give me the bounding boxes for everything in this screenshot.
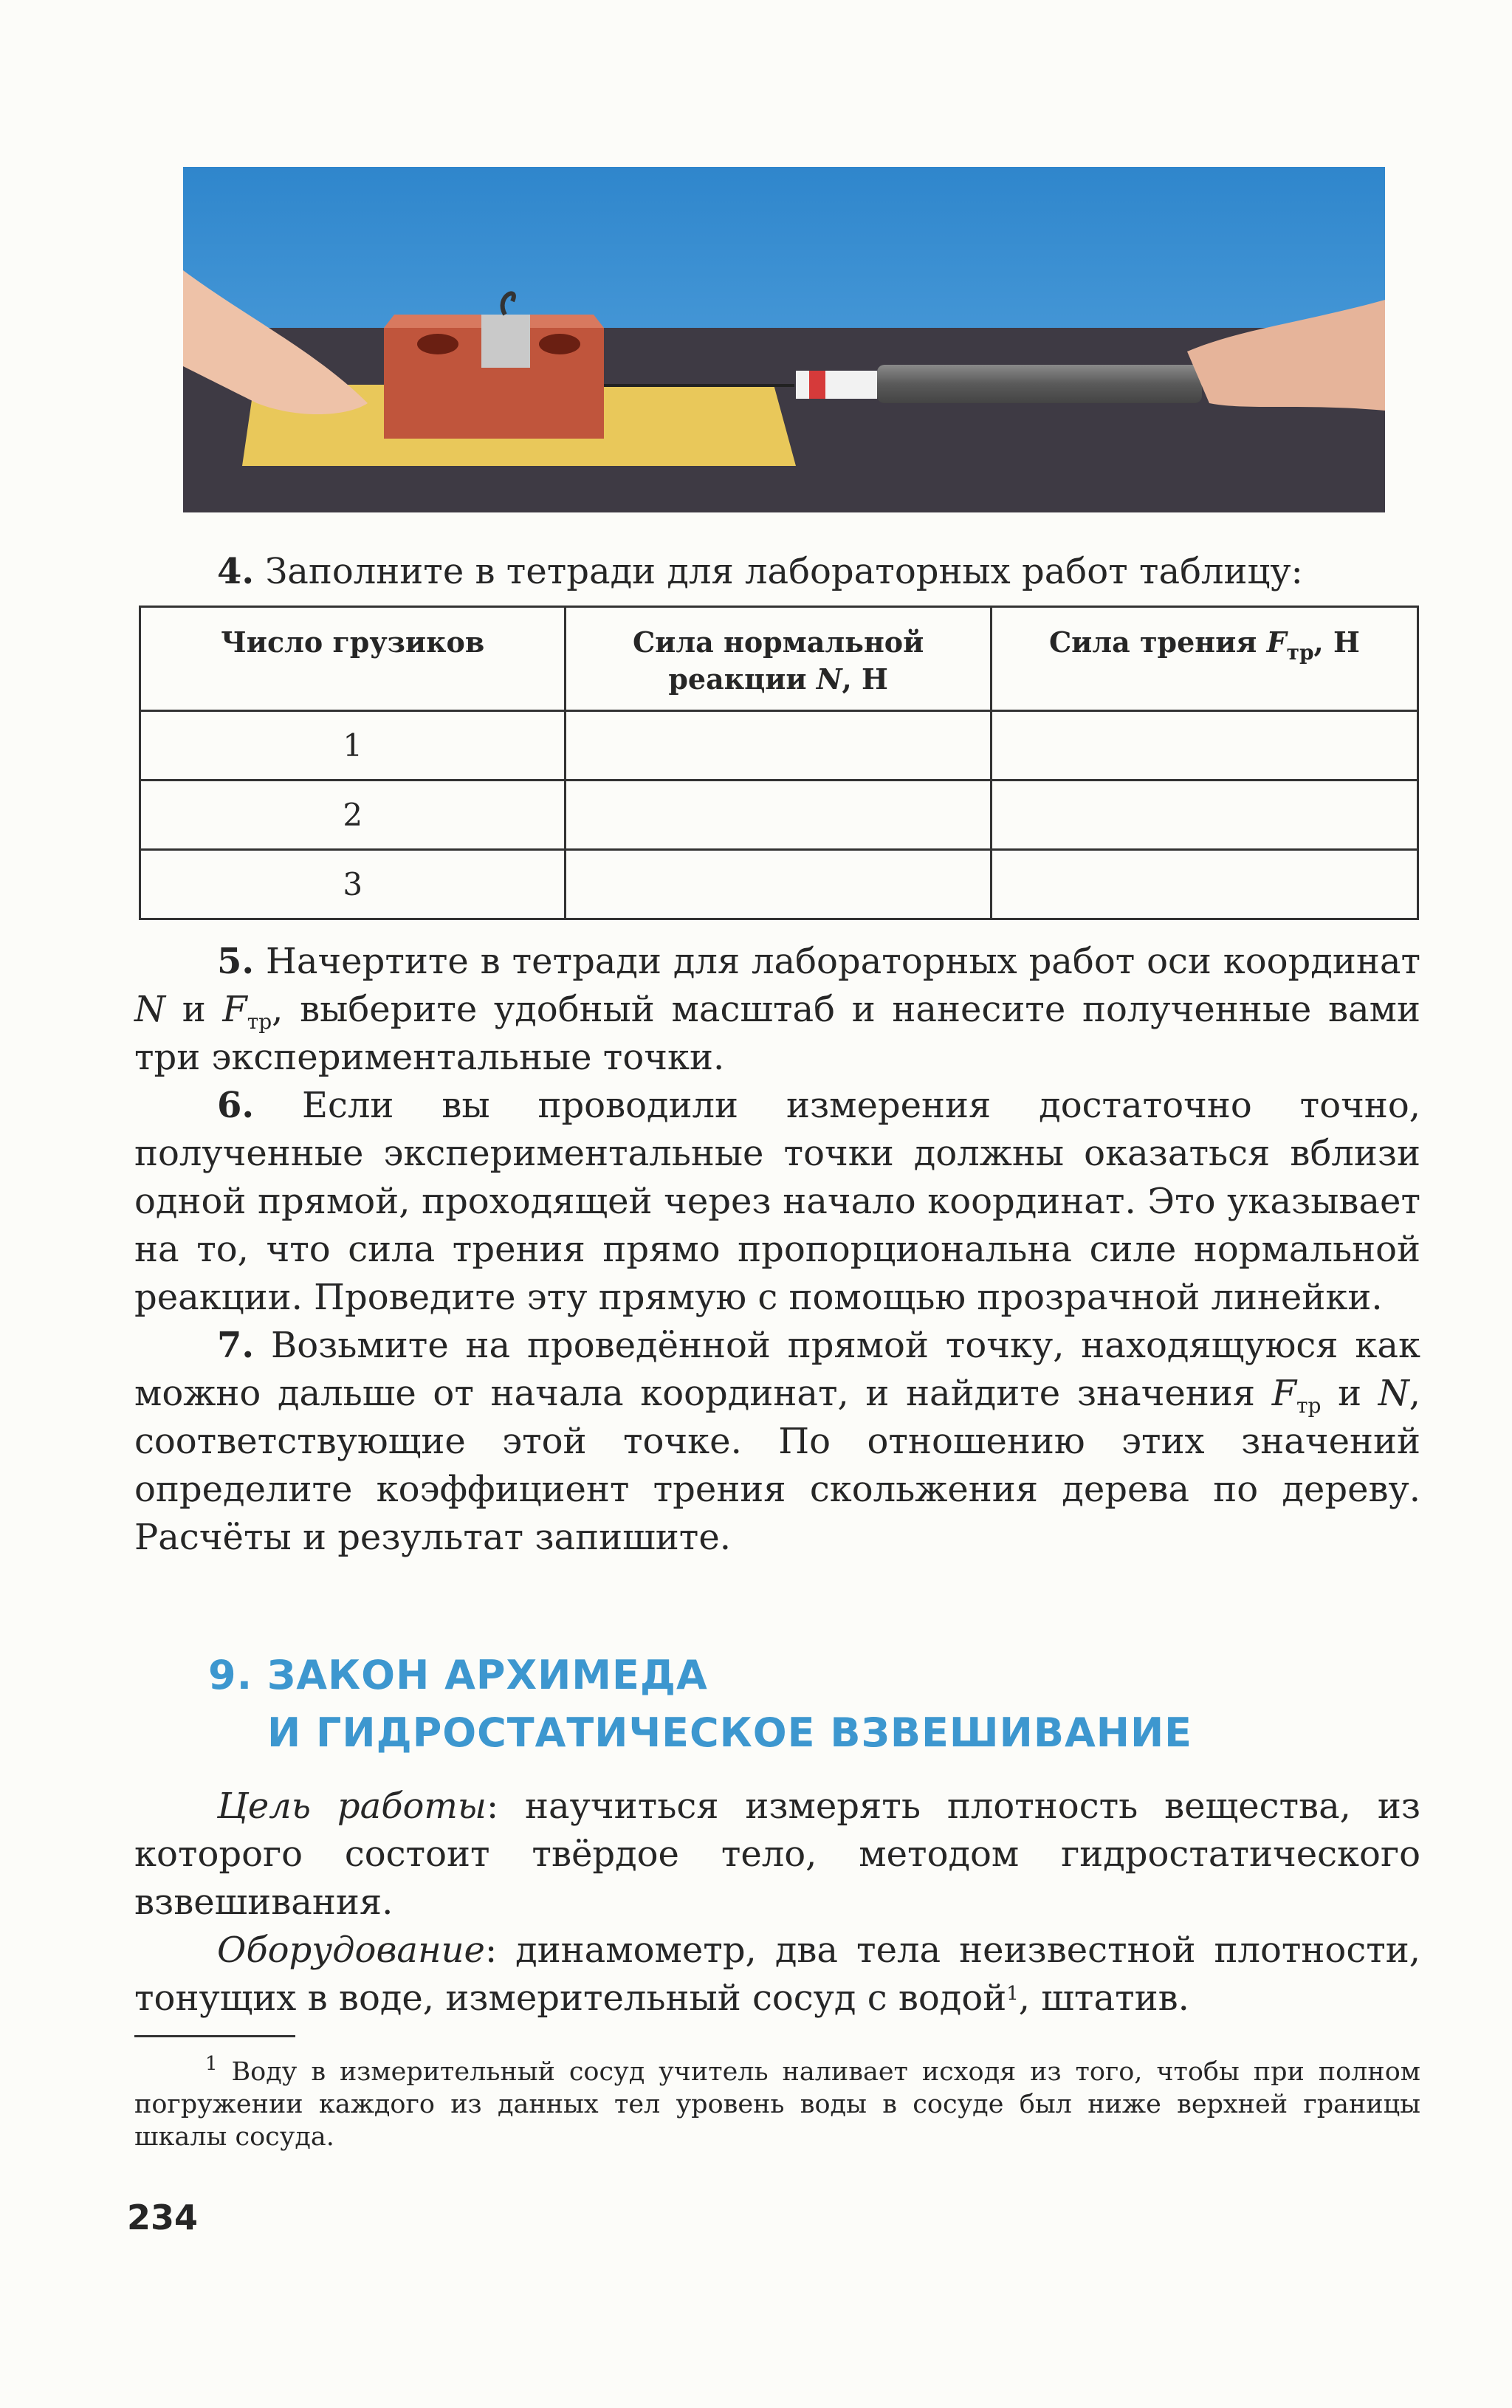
steps-5-7 xyxy=(134,938,1420,1562)
footnote-reference: 1 xyxy=(1006,1983,1019,2005)
page-number: 234 xyxy=(127,2198,199,2237)
step-4-text: Заполните в тетради для лабораторных работ таблицу: xyxy=(254,551,1303,592)
step-6: 6. Если вы проводили измерения достаточно точно, полученные экспериментальные точки должны оказаться вблизи одной прямой, проходящей через начало координат. Это указывает на то, что сила трения прямо пропорциональна силе нормальной реакции. Проведите эту прямую с помощью прозрачной линейки. xyxy=(134,1085,1420,1318)
goal-label: Цель работы xyxy=(217,1786,487,1827)
equipment-label: Оборудование xyxy=(217,1930,485,1971)
table-cell-count: 3 xyxy=(140,850,566,919)
goal-equipment xyxy=(134,1783,1420,2023)
goal-paragraph: Цель работы: научиться измерять плотность вещества, из которого состоит твёрдое тело, методом гидростатического взвешивания. xyxy=(134,1786,1420,1923)
section-heading-line-1: 9. ЗАКОН АРХИМЕДА xyxy=(208,1652,708,1698)
step-4-number: 4. xyxy=(217,551,255,592)
section-heading xyxy=(208,1647,1192,1762)
table-header-row xyxy=(140,607,1418,711)
table-cell-count: 2 xyxy=(140,781,566,850)
measurement-table xyxy=(139,606,1419,920)
dynamometer-marker xyxy=(809,371,825,399)
step-4 xyxy=(134,548,1420,596)
equipment-paragraph: Оборудование: динамометр, два тела неизвестной плотности, тонущих в воде, измерительный сосуд с водой$^1$, штатив. xyxy=(134,1930,1420,2019)
experiment-photo xyxy=(183,167,1385,512)
table-cell-empty xyxy=(566,850,991,919)
header-friction-force: Сила трения $F_{тр}$, Н xyxy=(991,607,1418,711)
header-weights-count: Число грузиков xyxy=(140,607,566,711)
table-cell-count: 1 xyxy=(140,711,566,781)
table-cell-empty xyxy=(991,711,1418,781)
footnote-divider xyxy=(134,2035,295,2037)
dynamometer xyxy=(877,365,1202,403)
table-cell-empty xyxy=(566,781,991,850)
table-row xyxy=(140,781,1418,850)
block-hole-left xyxy=(417,334,458,354)
table-cell-empty xyxy=(991,781,1418,850)
dynamometer-cap xyxy=(796,371,877,399)
table-row xyxy=(140,850,1418,919)
block-hole-right xyxy=(539,334,580,354)
footnote: $^1$ Воду в измерительный сосуд учитель наливает исходя из того, чтобы при полном погружении каждого из данных тел уровень воды в сосуде был ниже верхней границы шкалы сосуда. xyxy=(134,2053,1420,2152)
table-cell-empty xyxy=(566,711,991,781)
footnote-mark: 1 xyxy=(205,2053,218,2075)
step-5: 5. Начертите в тетради для лабораторных работ оси координат N и $F_{тр}$, выберите удобный масштаб и нанесите полученные вами три экспериментальные точки. xyxy=(134,941,1421,1078)
header-normal-force: Сила нормальной реакции N, Н xyxy=(566,607,991,711)
table-row xyxy=(140,711,1418,781)
step-7: 7. Возьмите на проведённой прямой точку, находящуюся как можно дальше от начала координат, и найдите значения $F_{тр}$ и N, соответствующие этой точке. По отношению этих значений определите коэффициент трения скольжения дерева по дереву. Расчёты и результат запишите. xyxy=(134,1325,1420,1558)
weight xyxy=(481,315,530,368)
section-heading-line-2: И ГИДРОСТАТИЧЕСКОЕ ВЗВЕШИВАНИЕ xyxy=(267,1709,1193,1756)
table-cell-empty xyxy=(991,850,1418,919)
